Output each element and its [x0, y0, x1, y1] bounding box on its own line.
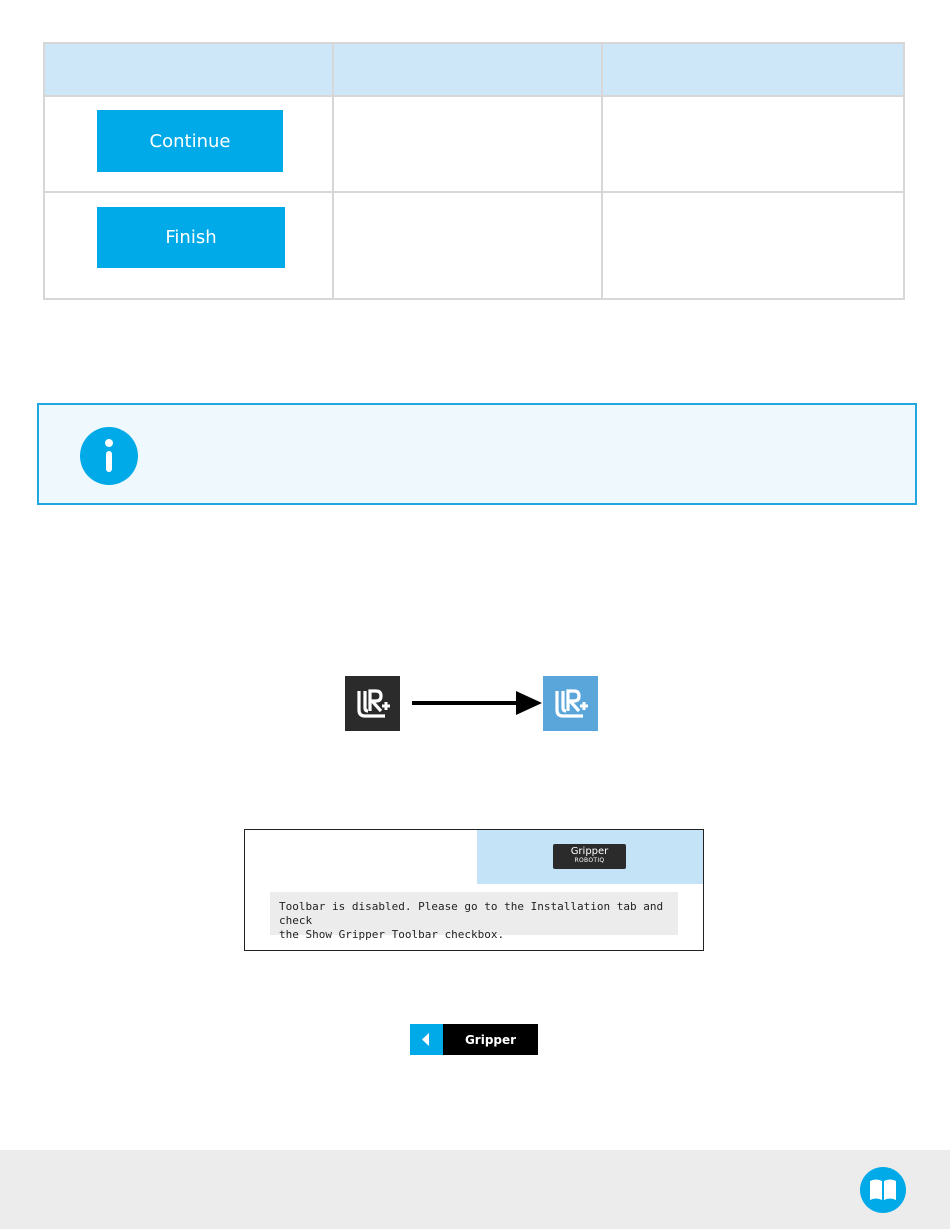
gripper-tab-label: Gripper — [443, 1024, 538, 1055]
table-row-divider — [45, 95, 903, 97]
urplus-icon-active[interactable] — [543, 676, 598, 731]
gripper-tab[interactable] — [410, 1024, 538, 1055]
manual-book-icon[interactable] — [860, 1167, 906, 1213]
info-note-box — [37, 403, 917, 505]
chevron-left-icon — [410, 1024, 443, 1055]
gripper-chip-title: Gripper — [570, 846, 609, 857]
gripper-toolbar-panel — [244, 829, 704, 951]
toolbar-disabled-message — [270, 892, 678, 941]
collapse-arrow-button[interactable] — [410, 1024, 443, 1055]
transition-arrow — [410, 688, 543, 718]
table-header-row — [45, 44, 903, 95]
gripper-toolbar-button[interactable] — [553, 844, 626, 869]
table-column-divider — [332, 44, 334, 298]
continue-button[interactable]: Continue — [97, 110, 283, 172]
info-icon — [80, 427, 138, 485]
button-table — [43, 42, 905, 300]
toolbar-header — [477, 830, 703, 884]
gripper-chip-brand: ROBOTIQ — [574, 857, 605, 864]
table-column-divider — [601, 44, 603, 298]
message-line-1: Toolbar is disabled. Please go to the Installation tab and check — [279, 900, 664, 927]
page-footer — [0, 1150, 950, 1229]
finish-button[interactable]: Finish — [97, 207, 285, 268]
message-line-2: the Show Gripper Toolbar checkbox. — [279, 928, 505, 941]
urplus-icon-dark — [345, 676, 400, 731]
table-row-divider — [45, 191, 903, 193]
